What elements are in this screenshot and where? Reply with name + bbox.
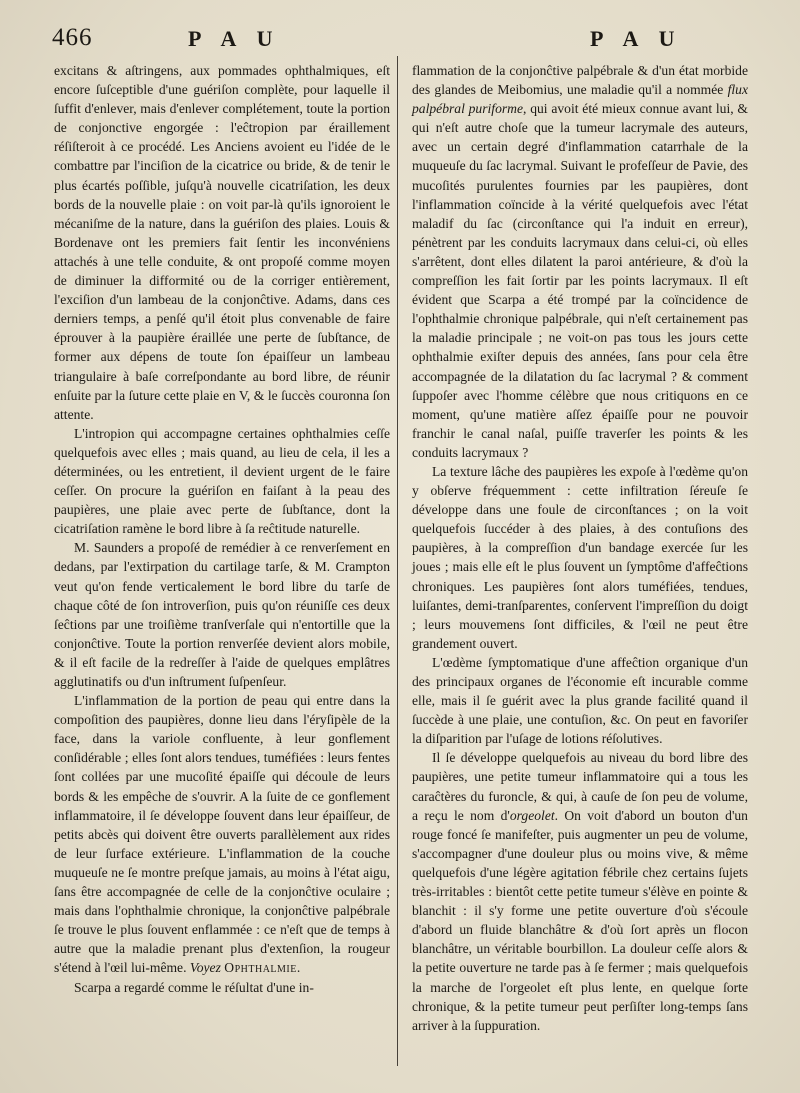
right-column [412, 61, 748, 1035]
flux-text-before: flammation de la conjonĉtive palpébrale & d'un état morbide des glandes de Meibomius, une maladie qu'il a nommée [412, 63, 748, 98]
orgeolet-text-before: Il ſe développe quelquefois au niveau du bord libre des paupières, une petite tumeur inflammatoire qui a tous les caraĉtères du furoncle, & qui, à cauſe de ſon peu de volume, a reçu le nom d' [412, 750, 748, 823]
page-number: 466 [52, 24, 93, 51]
flux-term-italic: flux palpébral puriforme [412, 82, 748, 117]
running-head-right: P A U [590, 26, 683, 51]
paragraph-inflammation [54, 691, 390, 977]
left-column [54, 61, 390, 997]
column-divider [397, 56, 398, 1066]
paragraph-flux-palpebral [412, 61, 748, 462]
paragraph-saunders: M. Saunders a propoſé de remédier à ce renverſement en dedans, par l'extirpation du cartilage tarſe, & M. Crampton veut qu'on fende verticalement le bord libre du tarſe de chaque côté de ſon introverſion, puis qu'on réuniſſe ces deux ſeĉtions par une troiſième tranſverſale qui n'entortille que la conjonĉtive. Toute la portion renverſée devient alors mobile, & il eſt facile de la redreſſer à l'aide de quelques emplâtres agglutinatifs ou d'un inſtrument ſuſpenſeur. [54, 540, 390, 689]
paragraph-inflammation-text: L'inflammation de la portion de peau qui entre dans la compoſition des paupières, donne lieu dans l'éryſipèle de la face, dans la variole confluente, à leur gonflement conſidérable ; elles ſont alors tendues, tuméfiées : leurs fentes ſont collées par une mucoſité épaiſſe qui découle de leurs bords & les empêche de s'ouvrir. A la ſuite de ce gonflement inflammatoire, il ſe développe ſouvent dans leur épaiſſeur, de petits abcès qui doivent être ouverts parallèlement aux rides de leur ſurface extérieure. L'inflammation de la couche muqueuſe ne ſe montre preſque jamais, au moins à l'état aigu, ſans être accompagnée de celle de la conjonĉtive oculaire ; mais dans l'ophthalmie chronique, la conjonĉtive palpébrale ſe trouve le plus ſouvent enflammée : ce n'eſt que de temps à autre que la maladie prenant plus d'extenſion, la rougeur s'étend à l'œil lui-même. [54, 693, 390, 976]
paragraph-orgeolet [412, 748, 748, 1034]
paragraph-oedeme: La texture lâche des paupières les expoſe à l'œdème qu'on y obſerve fréquemment : cette infiltration ſéreuſe ſe développe dans une foule de circonſtances ; on la voit quelquefois ſuccéder à des plaies, à des contuſions des paupières, à la compreſſion d'un bandage exercée ſur les joues ; mais elle eſt le plus ſouvent un ſymptôme d'affeĉtions chroniques. Les paupières ſont alors tuméfiées, tendues, luiſantes, demi-tranſparentes, conſervent l'impreſſion du doigt ; leurs mouvemens ſont difficiles, & l'œil ne peut être grandement ouvert. [412, 463, 748, 651]
running-head-left: P A U [188, 26, 281, 51]
page-header [52, 24, 780, 58]
paragraph-oedeme-symptomatique: L'œdème ſymptomatique d'une affeĉtion organique d'un des principaux organes de l'économie eſt incurable comme elle, mais il ſe guérit avec la plus grande facilité quand il ſuccède à une plaie, une contuſion, &c. On peut en favoriſer la diſparition par l'uſage de lotions réſolutives. [412, 654, 748, 747]
see-also-reference: Ophthalmie. [224, 960, 301, 976]
paragraph-scarpa: Scarpa a regardé comme le réſultat d'une in- [74, 979, 314, 995]
paragraph-ectropion: excitans & aſtringens, aux pommades ophthalmiques, eſt encore ſuſceptible d'une guériſon complète, pour laquelle il ſuffit d'enlever, mais d'enlever complétement, toute la portion de conjonctive engorgée : l'eĉtropion par éraillement réſiſteroit à ce procédé. Les Anciens avoient eu l'idée de le combattre par l'inciſion de la cicatrice ou bride, & de tenir le plus écartés poſſible, juſqu'à nouvelle cicatriſation, les deux bords de la nouvelle plaie : on voit par-là qu'ils ignoroient le mécaniſme de la nature, dans la guériſon des plaies. Louis & Bordenave ont les premiers fait ſentir les inconvéniens attachés à une telle conduite, & ont propoſé comme moyen de diminuer la difformité ou de la corriger entièrement, l'exciſion d'un lambeau de la conjonĉtive. Adams, dans ces derniers temps, a penſé qu'il étoit plus convenable de faire éprouver à la paupière éraillée une perte de ſubſtance, de former aux dépens de toute ſon épaiſſeur un lambeau triangulaire à baſe correſpondante au bord libre, de réunir enſuite par la ſuture cette plaie en V, & le ſuccès couronna ſon attente. [54, 63, 390, 422]
orgeolet-term-italic: orgeolet [509, 807, 555, 823]
see-also-italic: Voyez [189, 960, 221, 976]
paragraph-intropion: L'intropion qui accompagne certaines ophthalmies ceſſe quelquefois avec elles ; mais quand, au lieu de cela, il les a déterminées, ou les entretient, il devient urgent de le faire ceſſer. On procure la guériſon en faiſant à la peau des paupières, une plaie avec perte de ſubſtance, dont la cicatriſation ramène le bord libre à ſa reĉtitude naturelle. [54, 425, 390, 537]
flux-text-after: , qui avoit été mieux connue avant lui, & qui n'eſt autre choſe que la tumeur lacrymale des auteurs, avec un certain degré d'inflammation catarrhale de la muqueuſe du ſac lacrymal. Suivant le profeſſeur de Pavie, des mucoſités purulentes fournies par les paupières, dont l'inflammation coïncide à la vérité quelquefois avec l'état maladif du ſac (circonſtance qui l'a induit en erreur), pénètrent par les conduits lacrymaux dans celui-ci, où elles s'arrêtent, dont elles dilatent la paroi antérieure, & d'où la compreſſion les fait ſortir par les points lacrymaux. Il eſt évident que Scarpa a été trompé par la coïncidence de l'ophthalmie chronique palpébrale, qui n'eſt certainement pas la maladie principale ; ne voit-on pas tous les jours cette ophthalmie exiſter depuis des années, ſans pour cela être accompagnée de la dilatation du ſac lacrymal ? & comment ſuppoſer avec l'homme célèbre que nous critiquons en ce moment, qu'une matière aſſez épaiſſe pour ne pouvoir franchir le canal naſal, puiſſe traverſer les points & les conduits lacrymaux ? [412, 101, 748, 460]
orgeolet-text-after: . On voit d'abord un bouton d'un rouge foncé ſe manifeſter, puis augmenter un peu de volume, s'accompagner d'une douleur plus ou moins vive, & même quelquefois d'une légère agitation fébrile chez certains ſujets très-irritables : bientôt cette petite tumeur s'élève en pointe & blanchit : il s'y forme une petite ouverture d'où s'écoule d'abord un fluide blanchâtre & d'où ſort après un flocon blanchâtre, un véritable bourbillon. La douleur ceſſe alors & la petite ouverture ne tarde pas à ſe fermer ; mais quelquefois la marche de l'orgeolet eſt plus lente, en quelque ſorte chronique, & la petite tumeur peut perſiſter long-temps ſans arriver à la ſuppuration. [412, 807, 748, 1033]
